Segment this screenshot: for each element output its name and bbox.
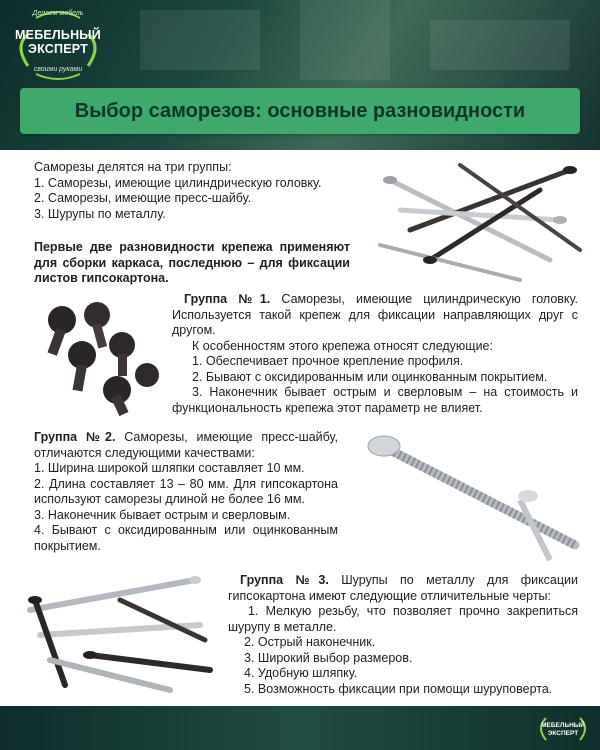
header-banner bbox=[0, 0, 600, 150]
drywall-screws-image bbox=[370, 150, 590, 290]
background-shelf bbox=[300, 0, 390, 80]
group2-item: 1. Ширина широкой шляпки составляет 10 мм. bbox=[34, 461, 305, 475]
logo-bottom-text: своими руками bbox=[33, 66, 83, 73]
footer-logo[interactable] bbox=[534, 708, 592, 748]
group1-lead: К особенностям этого крепежа относят следующие: bbox=[192, 338, 493, 353]
group3-item: 5. Возможность фиксации при помощи шуруповерта. bbox=[244, 681, 553, 696]
footer-logo-text bbox=[534, 722, 592, 738]
group3-desc: Шурупы по металлу для фиксации гипсокартона имеют следующие отличительные черты: bbox=[228, 573, 579, 603]
logo-title bbox=[6, 28, 110, 56]
group1-item: 2. Бывают с оксидированным или оцинкованным покрытием. bbox=[192, 369, 548, 384]
group3-item: 2. Острый наконечник. bbox=[244, 635, 376, 649]
metal-screws-image bbox=[20, 570, 220, 700]
group1-section bbox=[172, 292, 578, 416]
title-bar bbox=[20, 88, 580, 134]
logo-top-text: Делаем мебель bbox=[32, 10, 84, 17]
group3-label: Группа №3. bbox=[240, 573, 329, 587]
group3-item: 1. Мелкую резьбу, что позволяет прочно закрепиться шурупу в металле. bbox=[228, 604, 578, 634]
site-logo[interactable] bbox=[6, 4, 110, 84]
press-washer-screws-image bbox=[350, 420, 590, 570]
intro-item: 2. Саморезы, имеющие пресс-шайбу. bbox=[34, 191, 252, 205]
group1-item: 3. Наконечник бывает острым и сверловым – на стоимость и функциональность крепежа этот параметр не влияет. bbox=[172, 385, 578, 415]
cylinder-head-screws-image bbox=[22, 290, 162, 418]
group1-label: Группа №1. bbox=[184, 292, 271, 306]
intro-item: 3. Шурупы по металлу. bbox=[34, 206, 166, 221]
group3-section bbox=[228, 573, 578, 697]
group2-item: 3. Наконечник бывает острым и сверловым. bbox=[34, 507, 291, 522]
intro-lead: Саморезы делятся на три группы: bbox=[34, 160, 232, 174]
group3-item: 3. Широкий выбор размеров. bbox=[244, 650, 413, 665]
footer-logo-line2: ЭКСПЕРТ bbox=[547, 730, 579, 737]
intro-item: 1. Саморезы, имеющие цилиндрическую головку. bbox=[34, 175, 322, 190]
page-title: Выбор саморезов: основные разновидности bbox=[74, 99, 526, 122]
group1-desc: Саморезы, имеющие цилиндрическую головку. Используется такой крепеж для фиксации направляющих друг с другом. bbox=[172, 292, 578, 337]
intro-bold-note: Первые две разновидности крепежа применяют для сборки каркаса, последнюю – для фиксации листов гипсокартона. bbox=[34, 240, 350, 285]
group1-item: 1. Обеспечивает прочное крепление профиля. bbox=[192, 354, 464, 368]
group2-label: Группа №2. bbox=[34, 430, 116, 444]
background-shelf bbox=[140, 10, 260, 70]
intro-section bbox=[34, 160, 354, 222]
group3-item: 4. Удобную шляпку. bbox=[244, 666, 358, 680]
group2-item: 2. Длина составляет 13 – 80 мм. Для гипсокартона используют саморезы длиной не более 16 мм. bbox=[34, 476, 338, 506]
group2-section bbox=[34, 430, 338, 554]
footer bbox=[0, 706, 600, 750]
group2-desc: Саморезы, имеющие пресс-шайбу, отличаются следующими качествами: bbox=[34, 430, 338, 460]
background-shelf bbox=[430, 20, 570, 70]
logo-line2: ЭКСПЕРТ bbox=[28, 42, 88, 56]
group2-item: 4. Бывают с оксидированным или оцинкованным покрытием. bbox=[34, 523, 338, 553]
logo-line1: МЕБЕЛЬНЫЙ bbox=[15, 28, 101, 42]
footer-logo-line1: МЕБЕЛЬНЫЙ bbox=[541, 722, 585, 729]
